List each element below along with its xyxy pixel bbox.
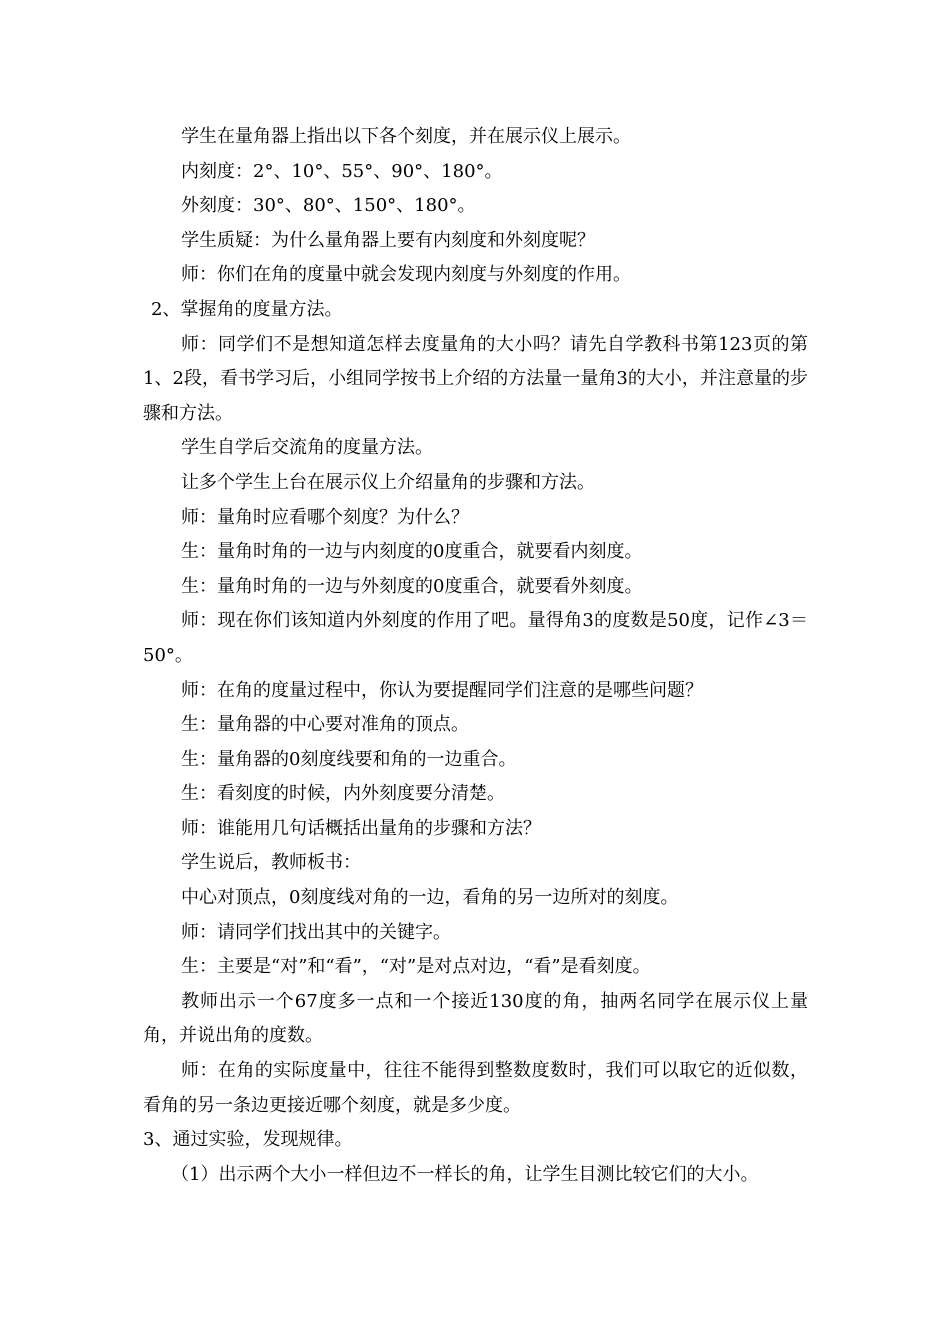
paragraph: 学生质疑：为什么量角器上要有内刻度和外刻度呢？ [181,229,595,251]
paragraph: 中心对顶点，0刻度线对角的一边，看角的另一边所对的刻度。 [181,887,679,909]
paragraph: 学生自学后交流角的度量方法。 [181,437,433,459]
paragraph: 师：谁能用几句话概括出量角的步骤和方法？ [181,817,541,839]
paragraph: 教师出示一个67度多一点和一个接近130度的角，抽两名同学在展示仪上量角，并说出角的度数。 [143,990,808,1047]
paragraph: 生：量角器的中心要对准角的顶点。 [181,714,469,736]
paragraph: 生：量角时角的一边与内刻度的0度重合，就要看内刻度。 [181,541,643,563]
paragraph: 内刻度：2°、10°、55°、90°、180°。 [181,160,503,182]
paragraph: 师：在角的实际度量中，往往不能得到整数度数时，我们可以取它的近似数，看角的另一条边更接近哪个刻度，就是多少度。 [143,1060,808,1116]
list-item: （1）出示两个大小一样但边不一样长的角，让学生目测比较它们的大小。 [171,1163,759,1185]
paragraph: 师：现在你们该知道内外刻度的作用了吧。量得角3的度数是50度，记作∠3＝50°。 [143,610,808,666]
paragraph: 师：同学们不是想知道怎样去度量角的大小吗？请先自学教科书第123页的第1、2段，看书学习后，小组同学按书上介绍的方法量一量角3的大小，并注意量的步骤和方法。 [143,333,808,424]
paragraph: 师：请同学们找出其中的关键字。 [181,921,451,943]
paragraph: 生：主要是“对”和“看”，“对”是对点对边，“看”是看刻度。 [181,956,651,978]
paragraph: 师：量角时应看哪个刻度？为什么？ [181,506,469,528]
paragraph: 生：看刻度的时候，内外刻度要分清楚。 [181,783,505,805]
paragraph: 生：量角时角的一边与外刻度的0度重合，就要看外刻度。 [181,575,643,597]
paragraph: 师：你们在角的度量中就会发现内刻度与外刻度的作用。 [181,264,631,286]
paragraph: 生：量角器的0刻度线要和角的一边重合。 [181,748,517,770]
paragraph: 学生在量角器上指出以下各个刻度，并在展示仪上展示。 [181,126,631,147]
paragraph: 学生说后，教师板书： [181,852,361,874]
paragraph: 师：在角的度量过程中，你认为要提醒同学们注意的是哪些问题？ [181,679,703,701]
section-heading: 2、掌握角的度量方法。 [151,298,343,320]
document-body [143,120,808,1192]
paragraph: 外刻度：30°、80°、150°、180°。 [181,195,476,217]
section-heading: 3、通过实验，发现规律。 [143,1129,353,1151]
paragraph: 让多个学生上台在展示仪上介绍量角的步骤和方法。 [181,471,595,493]
